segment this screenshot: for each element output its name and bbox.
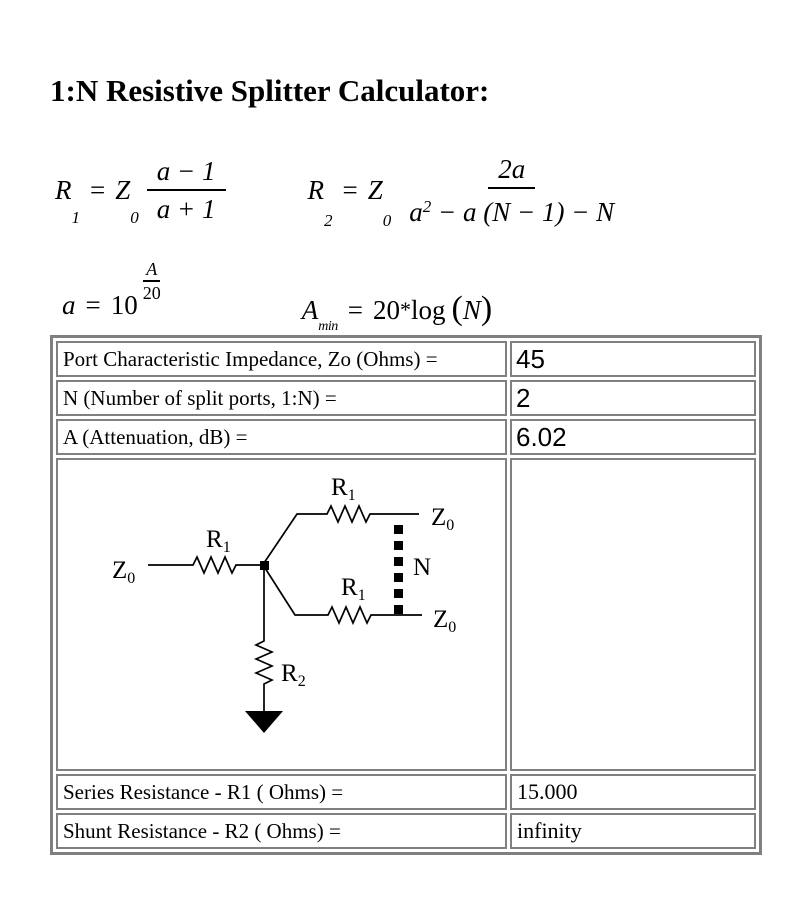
z0-subscript: 0	[382, 210, 392, 230]
exponent-denominator: 20	[142, 283, 161, 303]
amin-symbol: A	[301, 294, 319, 325]
n-ports-dotted-line	[394, 525, 403, 614]
z0-symbol: Z	[115, 174, 131, 205]
table-row	[56, 419, 756, 455]
r1-bottom-label: $R_1$	[341, 574, 366, 604]
top-branch-wire	[264, 506, 419, 563]
coefficient-twenty: 20	[372, 294, 400, 325]
r1-subscript: 1	[71, 208, 80, 227]
splitter-circuit-diagram	[56, 458, 507, 771]
exponent-numerator: A	[143, 259, 160, 282]
r1-fraction-numerator: a − 1	[147, 156, 226, 191]
r1-fraction	[147, 156, 226, 224]
table-row	[56, 813, 756, 849]
r1-top-label: $R_1$	[331, 474, 356, 504]
asterisk: *	[399, 297, 411, 322]
calculator-table	[50, 335, 762, 855]
zo-impedance-cell	[510, 341, 756, 377]
equals-sign: =	[90, 174, 106, 205]
r1-series-label: $R_1$	[206, 526, 231, 556]
table-row	[56, 774, 756, 810]
r2-shunt-label: $R_2$	[281, 660, 306, 690]
z0-bottom-output-label: $Z_0$	[433, 606, 457, 636]
attenuation-label: A (Attenuation, dB) =	[56, 419, 507, 455]
r1-result-value: 15.000	[510, 774, 756, 810]
r2-result-label: Shunt Resistance - R2 ( Ohms) =	[56, 813, 507, 849]
table-row	[56, 380, 756, 416]
a-symbol: a	[62, 289, 76, 320]
equals-sign: =	[347, 294, 363, 325]
formula-a-definition	[62, 259, 164, 327]
attenuation-input[interactable]	[512, 421, 754, 453]
z0-symbol: Z	[367, 174, 383, 205]
formula-row-1	[55, 149, 795, 231]
zo-impedance-input[interactable]	[512, 343, 754, 375]
r1-symbol: R	[55, 174, 72, 205]
table-row	[56, 341, 756, 377]
r2-subscript: 2	[324, 210, 333, 230]
base-ten: 10	[110, 289, 138, 320]
r2-symbol: R	[307, 174, 324, 205]
equals-sign: =	[342, 174, 358, 205]
open-paren: (	[451, 290, 463, 327]
formula-row-2	[62, 255, 795, 334]
n-ports-input[interactable]	[512, 382, 754, 414]
r1-fraction-denominator: a + 1	[156, 194, 216, 224]
r2-result-value: infinity	[510, 813, 756, 849]
a-squared-exponent: 2	[422, 196, 432, 216]
formula-r2	[307, 153, 625, 230]
shunt-resistor-wire	[256, 567, 272, 711]
z0-input-label: $Z_0$	[112, 557, 136, 587]
zo-impedance-label: Port Characteristic Impedance, Zo (Ohms) =	[56, 341, 507, 377]
close-paren: )	[480, 290, 493, 327]
n-count-label: N	[413, 554, 432, 581]
z0-subscript: 0	[130, 208, 139, 227]
formula-r1	[55, 156, 226, 227]
empty-cell	[510, 458, 756, 771]
exponent-fraction	[140, 259, 164, 303]
n-ports-cell	[510, 380, 756, 416]
n-ports-label: N (Number of split ports, 1:N) =	[56, 380, 507, 416]
r2-fraction-numerator: 2a	[488, 154, 535, 189]
input-port-wire	[148, 557, 261, 573]
z0-top-output-label: $Z_0$	[431, 504, 455, 534]
r1-result-label: Series Resistance - R1 ( Ohms) =	[56, 774, 507, 810]
ground-symbol	[245, 711, 283, 733]
n-argument: N	[462, 294, 481, 325]
formula-amin	[301, 290, 493, 334]
r2-fraction	[399, 154, 624, 227]
attenuation-cell	[510, 419, 756, 455]
amin-subscript: min	[318, 319, 338, 334]
r2-fraction-denominator: $a^2 - a$ (N − 1) − N	[409, 196, 615, 227]
equals-sign: =	[85, 289, 101, 320]
page-title: 1:N Resistive Splitter Calculator:	[50, 73, 490, 108]
log-function: log	[410, 294, 446, 325]
table-row	[56, 458, 756, 771]
